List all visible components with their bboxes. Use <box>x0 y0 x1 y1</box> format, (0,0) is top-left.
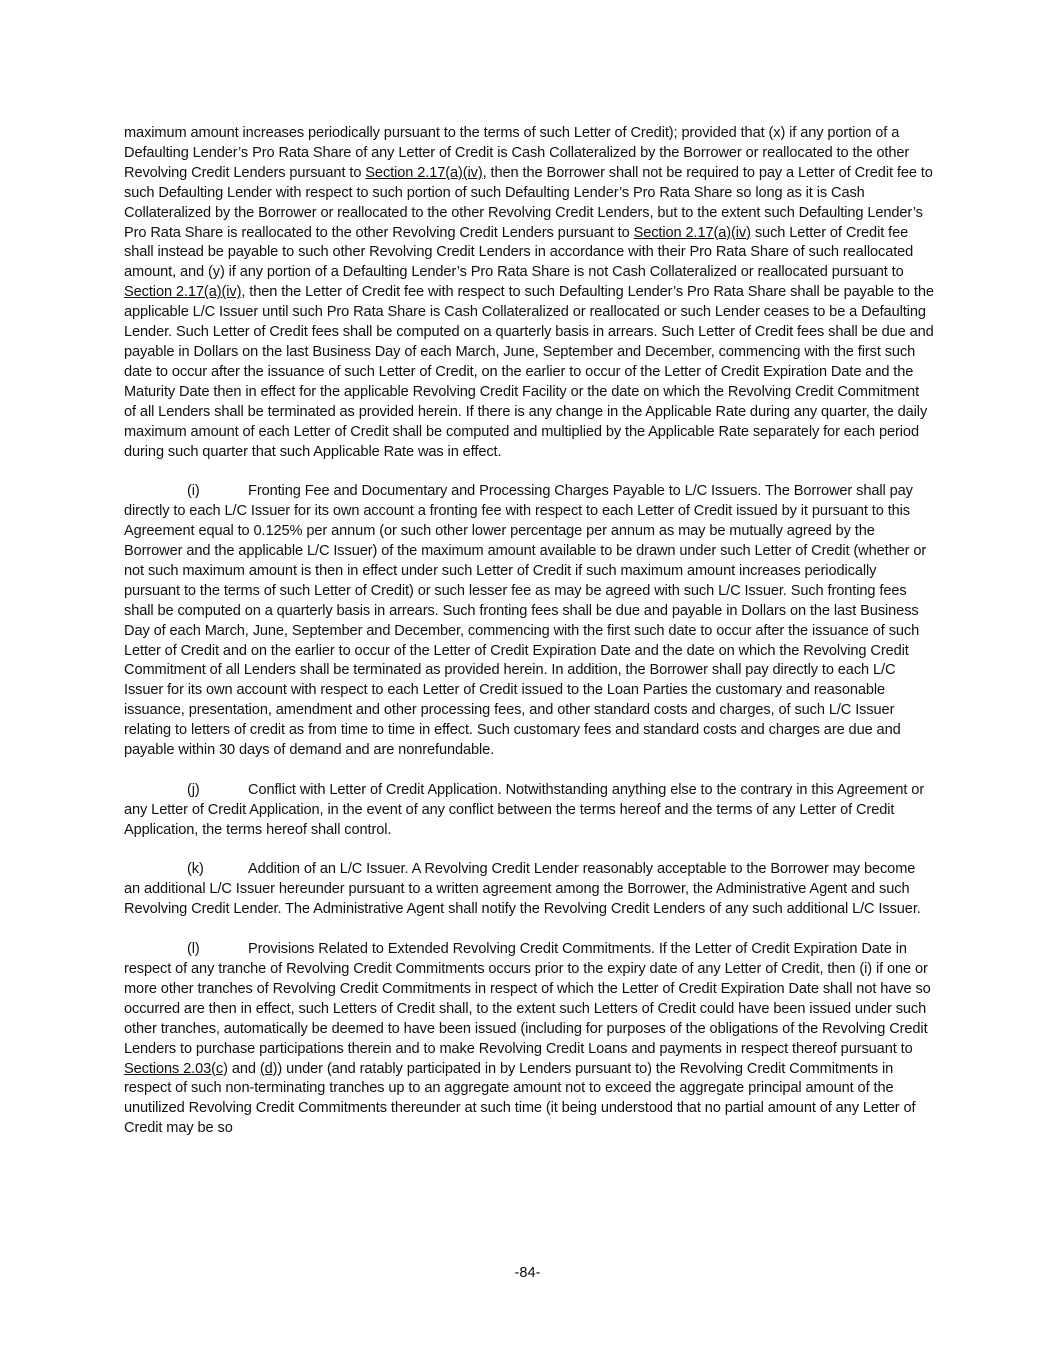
paragraph-h-continued <box>124 124 934 462</box>
text-run: such Letter of Credit fee shall instead be payable to such other Revolving Credit Lenders in accordance with their Pro Rata Share of such reallocated amount, and (y) if any portion of a Defaulting Lender’s Pro Rata Share is not Cash Collateralized or reallocated pursuant to <box>124 224 914 281</box>
paragraph-text: Conflict with Letter of Credit Application. Notwithstanding anything else to the contrary in this Agreement or any Letter of Credit Application, in the event of any conflict between the terms hereof and the terms of any Letter of Credit Application, the terms hereof shall control. <box>124 781 925 838</box>
paragraph-number: (i) <box>187 483 200 500</box>
paragraph-text: Addition of an L/C Issuer. A Revolving Credit Lender reasonably acceptable to the Borrower may become an additional L/C Issuer hereunder pursuant to a written agreement among the Borrower, the Administrative Agent and such Revolving Credit Lender. The Administrative Agent shall notify the Revolving Credit Lenders of any such additional L/C Issuer. <box>124 861 921 918</box>
section-reference: Section 2.17(a)(iv) <box>124 284 242 301</box>
paragraph-text: Fronting Fee and Documentary and Processing Charges Payable to L/C Issuers. The Borrower shall pay directly to each L/C Issuer for its own account a fronting fee with respect to each Letter of Credit issued by it pursuant to this Agreement equal to 0.125% per annum (or such other lower percentage per annum as may be mutually agreed by the Borrower and the applicable L/C Issuer) of the maximum amount available to be drawn under such Letter of Credit (whether or not such maximum amount is then in effect under such Letter of Credit if such maximum amount increases periodically pursuant to the terms of such Letter of Credit) or such lesser fee as may be agreed with such L/C Issuer. Such fronting fees shall be computed on a quarterly basis in arrears. Such fronting fees shall be due and payable in Dollars on the last Business Day of each March, June, September and December, commencing with the first such date to occur after the issuance of such Letter of Credit and on the earlier to occur of the Letter of Credit Expiration Date and the date on which the Revolving Credit Commitment of all Lenders shall be terminated as provided herein. In addition, the Borrower shall pay directly to each L/C Issuer for its own account with respect to each Letter of Credit issued to the Loan Parties the customary and reasonable issuance, presentation, amendment and other processing fees, and other standard costs and charges, of such L/C Issuer relating to letters of credit as from time to time in effect. Such customary fees and standard costs and charges are due and payable within 30 days of demand and are nonrefundable. <box>124 483 927 759</box>
text-run: , then the Borrower shall not be required to pay a Letter of Credit fee to such Defaulting Lender with respect to such portion of such Defaulting Lender’s Pro Rata Share so long as it is Cash Collateralized by the Borrower or reallocated to the other Revolving Credit Lenders, but to the extent such Defaulting Lender’s Pro Rata Share is reallocated to the other Revolving Credit Lenders pursuant to <box>124 164 933 241</box>
paragraph-j <box>124 781 934 841</box>
paragraph-number: (j) <box>187 781 200 798</box>
paragraph-l <box>124 940 934 1139</box>
paragraph-number: (k) <box>187 861 204 878</box>
document-page <box>124 124 934 1159</box>
section-reference: Sections 2.03(c) <box>124 1060 228 1077</box>
section-reference: Section 2.17(a)(iv) <box>365 164 483 181</box>
text-run: and <box>227 1060 260 1077</box>
paragraph-i <box>124 482 934 761</box>
text-run: ) under (and ratably participated in by Lenders pursuant to) the Revolving Credit Commitments in respect of such non-terminating tranches up to an aggregate amount not to exceed the aggregate principal amount of the unutilized Revolving Credit Commitments thereunder at such time (it being understood that no partial amount of any Letter of Credit may be so <box>124 1060 916 1137</box>
section-reference: (d) <box>259 1060 278 1077</box>
section-reference: Section 2.17(a)(iv) <box>633 224 751 241</box>
text-run: maximum amount increases periodically pursuant to the terms of such Letter of Credit); provided that (x) if any portion of a Defaulting Lender’s Pro Rata Share of any Letter of Credit is Cash Collateralized by the Borrower or reallocated to the other Revolving Credit Lenders pursuant to <box>124 125 910 181</box>
text-run: Provisions Related to Extended Revolving Credit Commitments. If the Letter of Credit Expiration Date in respect of any tranche of Revolving Credit Commitments occurs prior to the expiry date of any Letter of Credit, then (i) if one or more other tranches of Revolving Credit Commitments in respect of which the Letter of Credit Expiration Date shall not have so occurred are then in effect, such Letters of Credit shall, to the extent such Letters of Credit could have been issued under such other tranches, automatically be deemed to have been issued (including for purposes of the obligations of the Revolving Credit Lenders to purchase participations therein and to make Revolving Credit Loans and payments in respect thereof pursuant to <box>124 941 931 1057</box>
page-number: -84- <box>514 1265 541 1281</box>
paragraph-k <box>124 860 934 920</box>
text-run: , then the Letter of Credit fee with respect to such Defaulting Lender’s Pro Rata Share shall be payable to the applicable L/C Issuer until such Pro Rata Share is Cash Collateralized or reallocated or such Lender ceases to be a Defaulting Lender. Such Letter of Credit fees shall be computed on a quarterly basis in arrears. Such Letter of Credit fees shall be due and payable in Dollars on the last Business Day of each March, June, September and December, commencing with the first such date to occur after the issuance of such Letter of Credit, on the earlier to occur of the Letter of Credit Expiration Date and the Maturity Date then in effect for the applicable Revolving Credit Facility or the date on which the Revolving Credit Commitment of all Lenders shall be terminated as provided herein. If there is any change in the Applicable Rate during any quarter, the daily maximum amount of each Letter of Credit shall be computed and multiplied by the Applicable Rate separately for each period during such quarter that such Applicable Rate was in effect. <box>124 284 934 460</box>
paragraph-number: (l) <box>187 941 200 958</box>
